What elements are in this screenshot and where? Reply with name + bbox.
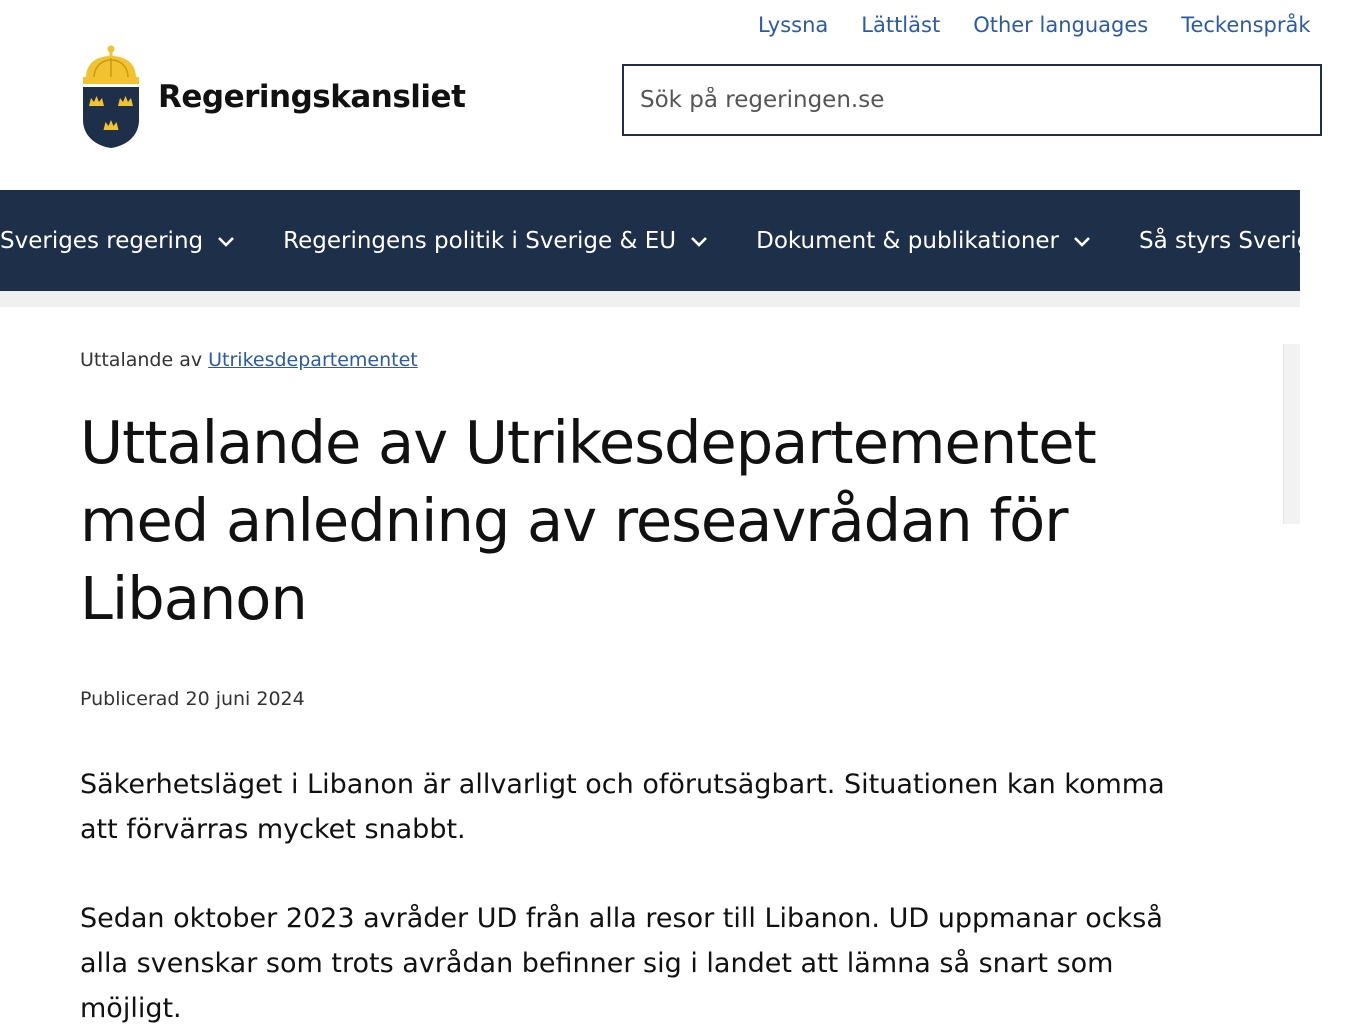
page-title: Uttalande av Utrikesdepartementet med anledning av reseavrådan för Libanon bbox=[80, 408, 1096, 633]
easy-read-link[interactable]: Lättläst bbox=[861, 13, 941, 37]
side-panel bbox=[1283, 344, 1300, 524]
nav-item-sa-styrs-sverige[interactable] bbox=[1139, 228, 1357, 254]
chevron-down-icon bbox=[1339, 228, 1357, 254]
breadcrumb-prefix: Uttalande av bbox=[80, 349, 203, 371]
department-link[interactable]: Utrikesdepartementet bbox=[208, 349, 418, 371]
breadcrumb bbox=[80, 344, 1220, 376]
coat-of-arms-icon bbox=[80, 44, 142, 150]
section-divider bbox=[0, 291, 1300, 307]
nav-item-label: Dokument & publikationer bbox=[756, 227, 1060, 254]
nav-item-label: Sveriges regering bbox=[0, 227, 204, 254]
sign-language-link[interactable]: Teckenspråk bbox=[1181, 13, 1311, 37]
nav-item-regeringens-politik[interactable] bbox=[283, 228, 708, 254]
nav-item-label: Regeringens politik i Sverige & EU bbox=[283, 227, 677, 254]
search-box bbox=[622, 64, 1322, 136]
article bbox=[80, 344, 1220, 1031]
search-input[interactable] bbox=[624, 66, 1320, 134]
chevron-down-icon bbox=[1073, 228, 1091, 254]
site-name: Regeringskansliet bbox=[158, 79, 466, 115]
listen-link[interactable]: Lyssna bbox=[758, 13, 829, 37]
main-navigation bbox=[0, 190, 1326, 291]
nav-item-sveriges-regering[interactable] bbox=[0, 228, 235, 254]
nav-item-label: Så styrs Sverige bbox=[1139, 227, 1326, 254]
site-logo[interactable] bbox=[80, 44, 465, 150]
article-paragraph: Sedan oktober 2023 avråder UD från alla resor till Libanon. UD uppmanar också alla svenskar som trots avrådan befinner sig i landet att lämna så snart som möjligt. bbox=[80, 903, 1163, 1024]
site-header bbox=[0, 0, 1311, 190]
chevron-down-icon bbox=[217, 228, 235, 254]
nav-item-dokument-publikationer[interactable] bbox=[756, 228, 1091, 254]
chevron-down-icon bbox=[690, 228, 708, 254]
other-languages-link[interactable]: Other languages bbox=[973, 13, 1149, 37]
published-date: Publicerad 20 juni 2024 bbox=[80, 688, 305, 710]
utility-links bbox=[758, 8, 1344, 42]
article-lead: Säkerhetsläget i Libanon är allvarligt och oförutsägbart. Situationen kan komma att förvärras mycket snabbt. bbox=[80, 769, 1165, 845]
